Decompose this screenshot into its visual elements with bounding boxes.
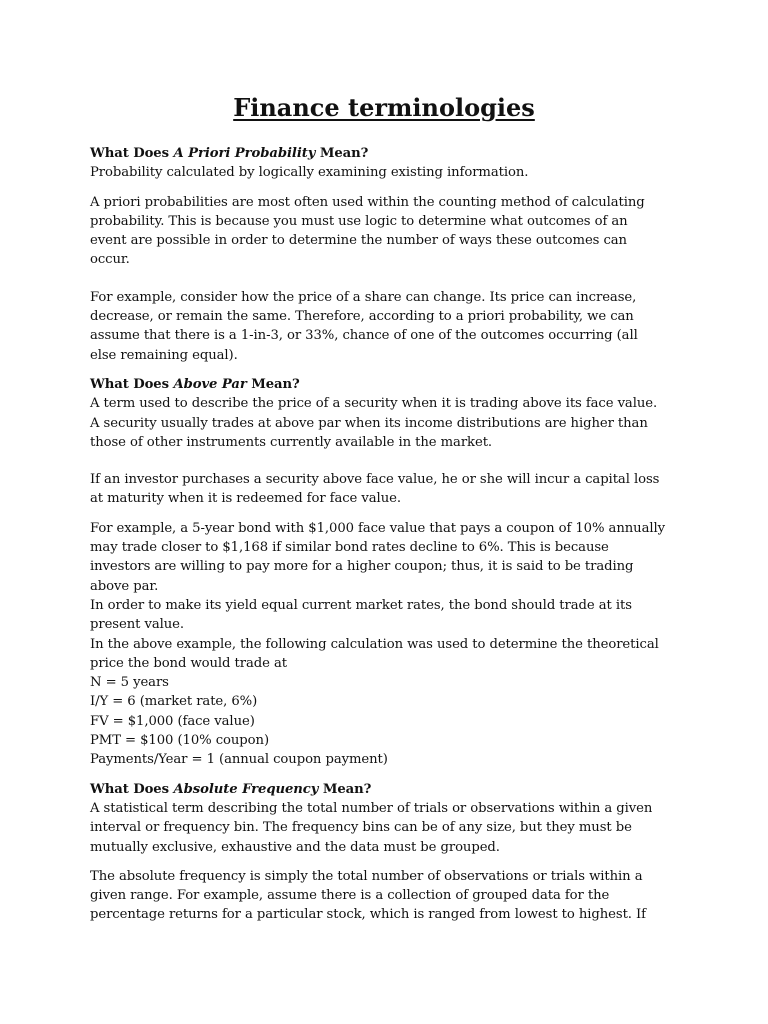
section-above-par bbox=[90, 375, 668, 770]
paragraph: If an investor purchases a security above face value, he or she will incur a capital loss at maturity when it is redeemed for face value. bbox=[90, 472, 660, 507]
heading-prefix: What Does bbox=[90, 781, 174, 797]
heading-suffix: Mean? bbox=[318, 781, 372, 797]
document-title: Finance terminologies bbox=[233, 93, 535, 122]
calculation-line: PMT = $100 (10% coupon) bbox=[90, 733, 270, 749]
paragraph: In the above example, the following calculation was used to determine the theoretical price the bond would trade at bbox=[90, 636, 659, 671]
heading-term: A Priori Probability bbox=[173, 146, 316, 161]
heading-suffix: Mean? bbox=[315, 146, 369, 161]
calculation-line: FV = $1,000 (face value) bbox=[90, 713, 255, 729]
paragraph: A priori probabilities are most often used within the counting method of calculating probability. This is because you must use logic to determine what outcomes of an event are possible in order to determine the number of ways these outcomes can occur. bbox=[90, 194, 645, 268]
heading-term: Above Par bbox=[173, 376, 247, 392]
definition-text: A statistical term describing the total number of trials or observations within a given interval or frequency bin. The frequency bins can be of any size, but they must be mutually exclusive, exhaustive and the data must be grouped. bbox=[90, 800, 653, 855]
section-heading bbox=[90, 780, 668, 799]
calculation-list bbox=[90, 673, 668, 769]
heading-suffix: Mean? bbox=[246, 376, 300, 392]
section-heading bbox=[90, 144, 668, 163]
paragraph: In order to make its yield equal current market rates, the bond should trade at its present value. bbox=[90, 597, 632, 633]
calculation-line: I/Y = 6 (market rate, 6%) bbox=[90, 694, 258, 710]
section-absolute-frequency bbox=[90, 780, 668, 925]
heading-prefix: What Does bbox=[90, 146, 174, 161]
definition-text: A term used to describe the price of a security when it is trading above its face value. A security usually trades at above par when its income distributions are higher than those of other instruments currently available in the market. bbox=[90, 396, 658, 450]
section-heading bbox=[90, 375, 668, 394]
heading-prefix: What Does bbox=[90, 376, 174, 392]
definition-text: Probability calculated by logically examining existing information. bbox=[90, 165, 529, 181]
paragraph: For example, consider how the price of a share can change. Its price can increase, decrease, or remain the same. Therefore, according to a priori probability, we can assume that there is a 1-in-3, or 33%, chance of one of the outcomes occurring (all else remaining equal). bbox=[90, 289, 638, 363]
paragraph: For example, a 5-year bond with $1,000 face value that pays a coupon of 10% annually may trade closer to $1,168 if similar bond rates decline to 6%. This is because investors are willing to pay more for a higher coupon; thus, it is said to be trading above par. bbox=[90, 520, 665, 594]
section-a-priori-probability bbox=[90, 144, 668, 365]
calculation-line: N = 5 years bbox=[90, 675, 169, 691]
heading-term: Absolute Frequency bbox=[173, 781, 319, 797]
calculation-line: Payments/Year = 1 (annual coupon payment) bbox=[90, 752, 388, 768]
paragraph: The absolute frequency is simply the total number of observations or trials within a given range. For example, assume there is a collection of grouped data for the percentage returns for a particular stock, which is ranged from lowest to highest. If bbox=[90, 868, 646, 923]
